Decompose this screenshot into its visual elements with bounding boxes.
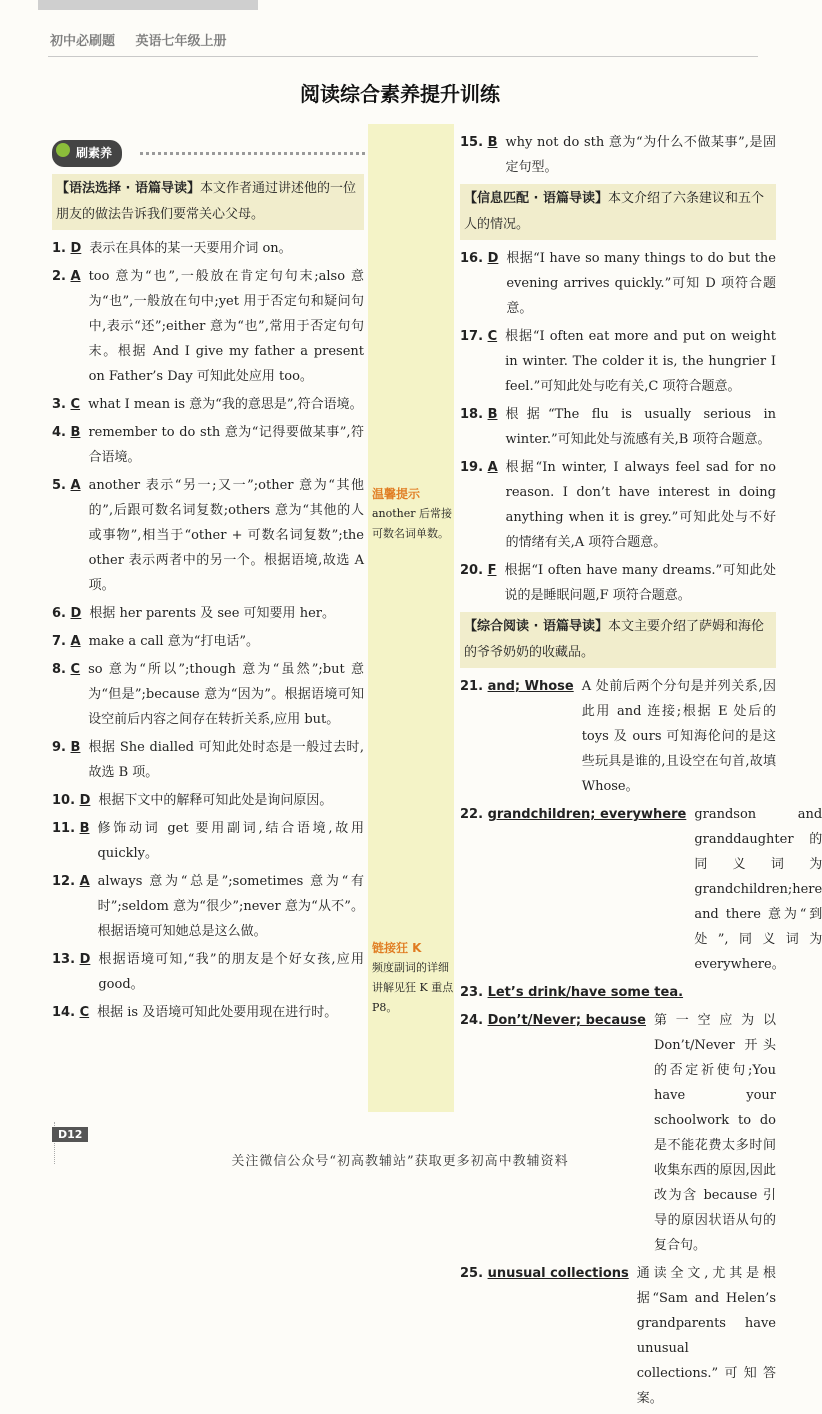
explanation-text: so 意为“所以”;though 意为“虽然”;but 意为“但是”;because 意为“因为”。根据语境可知设空前后内容之间存在转折关系,应用 but。 xyxy=(88,662,364,727)
reading-guide xyxy=(460,612,776,668)
answer-list xyxy=(52,236,364,1025)
explanation-text: another 表示“另一;又一”;other 意为“其他的”,后跟可数名词复数;others 意为“其他的人或事物”,相当于“other + 可数名词复数”;the other 表示两者中的另一个。根据语境,故选 A 项。 xyxy=(88,478,364,593)
explanation-text: too 意为“也”,一般放在肯定句句末;also 意为“也”,一般放在句中;yet 用于否定句和疑问句中,表示“还”;either 意为“也”,常用于否定句句末。根据 And I give my father a present on Father’s Day 可知此处应用 too。 xyxy=(88,269,364,384)
answer-number xyxy=(460,558,496,608)
question-number: 12. xyxy=(52,874,76,889)
answer-item xyxy=(460,674,776,799)
answer-key: and; Whose xyxy=(487,679,574,694)
answer-key: F xyxy=(487,563,497,578)
question-number: 3. xyxy=(52,397,66,412)
explanation-text: always 意为“总是”;sometimes 意为“有时”;seldom 意为“很少”;never 意为“从不”。根据语境可知她总是这么做。 xyxy=(97,874,364,939)
answer-list xyxy=(460,246,776,608)
explanation-text: 根据“The flu is usually serious in winter.”可知此处与流感有关,B 项符合题意。 xyxy=(505,407,776,447)
explanation-text: 修饰动词 get 要用副词,结合语境,故用 quickly。 xyxy=(97,821,364,861)
badge-dotted-line xyxy=(140,152,365,155)
answer-key: D xyxy=(487,251,499,266)
answer-key: B xyxy=(79,821,90,836)
tip-text: 频度副词的详细讲解见狂 K 重点 P8。 xyxy=(372,961,454,1014)
answer-number xyxy=(52,657,80,732)
answer-number xyxy=(52,392,80,417)
subject-name: 英语七年级上册 xyxy=(135,34,227,49)
answer-number xyxy=(460,455,498,555)
question-number: 19. xyxy=(460,460,484,475)
answer-item xyxy=(460,324,776,399)
answer-key: grandchildren; everywhere xyxy=(487,807,687,822)
answer-number xyxy=(52,473,81,598)
explanation-text: 根据 She dialled 可知此处时态是一般过去时,故选 B 项。 xyxy=(88,740,364,780)
answer-item xyxy=(460,1008,776,1258)
answer-number xyxy=(460,402,497,452)
explanation-text: A 处前后两个分句是并列关系,因此用 and 连接;根据 E 处后的 toys 及 ours 可知海伦问的是这些玩具是谁的,且设空在句首,故填 Whose。 xyxy=(581,679,776,794)
answer-item xyxy=(52,473,364,598)
explanation-text: 根据“I often eat more and put on weight in winter. The colder it is, the hungrier I feel.”可知此处与吃有关,C 项符合题意。 xyxy=(505,329,776,394)
answer-item xyxy=(52,788,364,813)
question-number: 23. xyxy=(460,985,484,1000)
question-number: 5. xyxy=(52,478,66,493)
answer-item xyxy=(52,735,364,785)
answer-list xyxy=(460,674,822,1411)
answer-item xyxy=(52,601,364,626)
question-number: 4. xyxy=(52,425,66,440)
answer-number xyxy=(52,236,81,261)
left-column xyxy=(52,140,364,1028)
question-number: 14. xyxy=(52,1005,76,1020)
reading-guide xyxy=(460,184,776,240)
explanation-text: 根据“I have so many things to do but the evening arrives quickly.”可知 D 项符合题意。 xyxy=(506,251,776,316)
question-number: 24. xyxy=(460,1013,484,1028)
answer-item xyxy=(52,420,364,470)
answer-item xyxy=(460,246,776,321)
header-divider xyxy=(48,56,758,57)
answer-number xyxy=(460,246,498,321)
explanation-text: what I mean is 意为“我的意思是”,符合语境。 xyxy=(88,397,363,412)
answer-number xyxy=(460,980,683,1005)
answer-list xyxy=(460,130,776,180)
answer-item xyxy=(460,558,776,608)
answer-number xyxy=(460,1008,646,1258)
answer-item xyxy=(460,402,776,452)
answer-item xyxy=(52,869,364,944)
explanation-text: grandson and granddaughter 的同义词为 grandchildren;here and there 意为“到处”,同义词为 everywhere。 xyxy=(694,807,822,972)
answer-number xyxy=(52,264,81,389)
question-number: 25. xyxy=(460,1266,484,1281)
guide-text: 本文作者通过讲述他的一位朋友的做法告诉我们要常关心父母。 xyxy=(56,181,357,222)
answer-item xyxy=(52,392,364,417)
question-number: 18. xyxy=(460,407,484,422)
breadcrumb xyxy=(50,30,243,49)
tip-title: 链接狂 K xyxy=(372,941,422,955)
answer-key: C xyxy=(70,397,81,412)
explanation-text: 根据“I often have many dreams.”可知此处说的是睡眠问题,F 项符合题意。 xyxy=(504,563,776,603)
answer-key: D xyxy=(70,241,82,256)
answer-item xyxy=(52,629,364,654)
answer-key: Let’s drink/have some tea. xyxy=(487,985,684,1000)
answer-number xyxy=(460,1261,629,1411)
explanation-text: 根据语境可知,“我”的朋友是个好女孩,应用 good。 xyxy=(98,952,364,992)
answer-item xyxy=(460,1261,776,1411)
question-number: 13. xyxy=(52,952,76,967)
answer-item xyxy=(52,657,364,732)
question-number: 17. xyxy=(460,329,484,344)
answer-key: B xyxy=(70,425,81,440)
answer-key: A xyxy=(70,269,81,284)
answer-item xyxy=(52,947,364,997)
answer-number xyxy=(460,324,497,399)
tip-title: 温馨提示 xyxy=(372,487,421,501)
answer-number xyxy=(52,735,80,785)
question-number: 21. xyxy=(460,679,484,694)
answer-number xyxy=(52,816,89,866)
answer-number xyxy=(52,869,90,944)
answer-key: B xyxy=(487,407,498,422)
right-column xyxy=(460,130,822,1414)
explanation-text xyxy=(691,980,776,1005)
header-strip xyxy=(38,0,258,10)
answer-item xyxy=(460,130,776,180)
section-badge: 刷素养 xyxy=(52,140,122,167)
question-number: 15. xyxy=(460,135,484,150)
answer-key: Don’t/Never; because xyxy=(487,1013,646,1028)
explanation-text: make a call 意为“打电话”。 xyxy=(88,634,260,649)
answer-item xyxy=(52,816,364,866)
tip-box-link xyxy=(372,938,454,1018)
answer-number xyxy=(460,130,497,180)
answer-key: unusual collections xyxy=(487,1266,629,1281)
question-number: 6. xyxy=(52,606,66,621)
answer-key: C xyxy=(487,329,498,344)
guide-text: 本文介绍了六条建议和五个人的情况。 xyxy=(464,191,765,232)
answer-number xyxy=(52,420,80,470)
question-number: 20. xyxy=(460,563,484,578)
answer-item xyxy=(52,1000,364,1025)
answer-key: D xyxy=(79,793,91,808)
guide-tag: 【语法选择 · 语篇导读】 xyxy=(56,181,200,196)
guide-tag: 【综合阅读 · 语篇导读】 xyxy=(464,619,608,634)
question-number: 10. xyxy=(52,793,76,808)
answer-key: A xyxy=(487,460,498,475)
answer-item xyxy=(460,980,776,1005)
answer-item xyxy=(460,455,776,555)
page-header xyxy=(0,0,800,60)
answer-key: A xyxy=(79,874,90,889)
answer-number xyxy=(52,1000,89,1025)
explanation-text: 根据“In winter, I always feel sad for no reason. I don’t have interest in doing anything when it is grey.”可知此处与不好的情绪有关,A 项符合题意。 xyxy=(505,460,776,550)
question-number: 9. xyxy=(52,740,66,755)
explanation-text: 根据 her parents 及 see 可知要用 her。 xyxy=(89,606,335,621)
tip-box-warm-reminder xyxy=(372,484,454,544)
question-number: 16. xyxy=(460,251,484,266)
answer-number xyxy=(52,629,81,654)
answer-key: C xyxy=(79,1005,90,1020)
page-title: 阅读综合素养提升训练 xyxy=(300,82,500,106)
answer-number xyxy=(460,674,574,799)
answer-key: D xyxy=(70,606,82,621)
answer-number xyxy=(52,947,90,997)
explanation-text: remember to do sth 意为“记得要做某事”,符合语境。 xyxy=(88,425,364,465)
guide-tag: 【信息匹配 · 语篇导读】 xyxy=(464,191,608,206)
explanation-text: 表示在具体的某一天要用介词 on。 xyxy=(89,241,292,256)
answer-key: A xyxy=(70,634,81,649)
answer-number xyxy=(52,601,81,626)
answer-key: A xyxy=(70,478,81,493)
answer-key: D xyxy=(79,952,91,967)
answer-key: C xyxy=(70,662,81,677)
answer-key: B xyxy=(70,740,81,755)
question-number: 11. xyxy=(52,821,76,836)
reading-guide xyxy=(52,174,364,230)
answer-item xyxy=(52,264,364,389)
answer-number xyxy=(460,802,686,977)
book-name: 初中必刷题 xyxy=(50,34,116,49)
tip-text: another 后常接可数名词单数。 xyxy=(372,507,453,540)
footer-note: 关注微信公众号“初高教辅站”获取更多初高中教辅资料 xyxy=(231,1154,569,1169)
page-number: D12 xyxy=(52,1127,88,1142)
section-badge-row xyxy=(52,140,364,170)
explanation-text: 根据下文中的解释可知此处是询问原因。 xyxy=(98,793,333,808)
guide-text: 本文主要介绍了萨姆和海伦的爷爷奶奶的收藏品。 xyxy=(464,619,765,660)
explanation-text: 第一空应为以 Don’t/Never 开头的否定祈使句;You have your schoolwork to do 是不能花费太多时间收集东西的原因,因此改为含 because 引导的原因状语从句的复合句。 xyxy=(653,1013,776,1253)
question-number: 2. xyxy=(52,269,66,284)
explanation-text: 通读全文,尤其是根据“Sam and Helen’s grandparents have unusual collections.”可知答案。 xyxy=(636,1266,776,1406)
answer-key: B xyxy=(487,135,498,150)
question-number: 8. xyxy=(52,662,66,677)
explanation-text: 根据 is 及语境可知此处要用现在进行时。 xyxy=(97,1005,338,1020)
answer-item xyxy=(460,802,822,977)
explanation-text: why not do sth 意为“为什么不做某事”,是固定句型。 xyxy=(505,135,776,175)
answer-item xyxy=(52,236,364,261)
question-number: 7. xyxy=(52,634,66,649)
answer-number xyxy=(52,788,90,813)
question-number: 22. xyxy=(460,807,484,822)
question-number: 1. xyxy=(52,241,66,256)
